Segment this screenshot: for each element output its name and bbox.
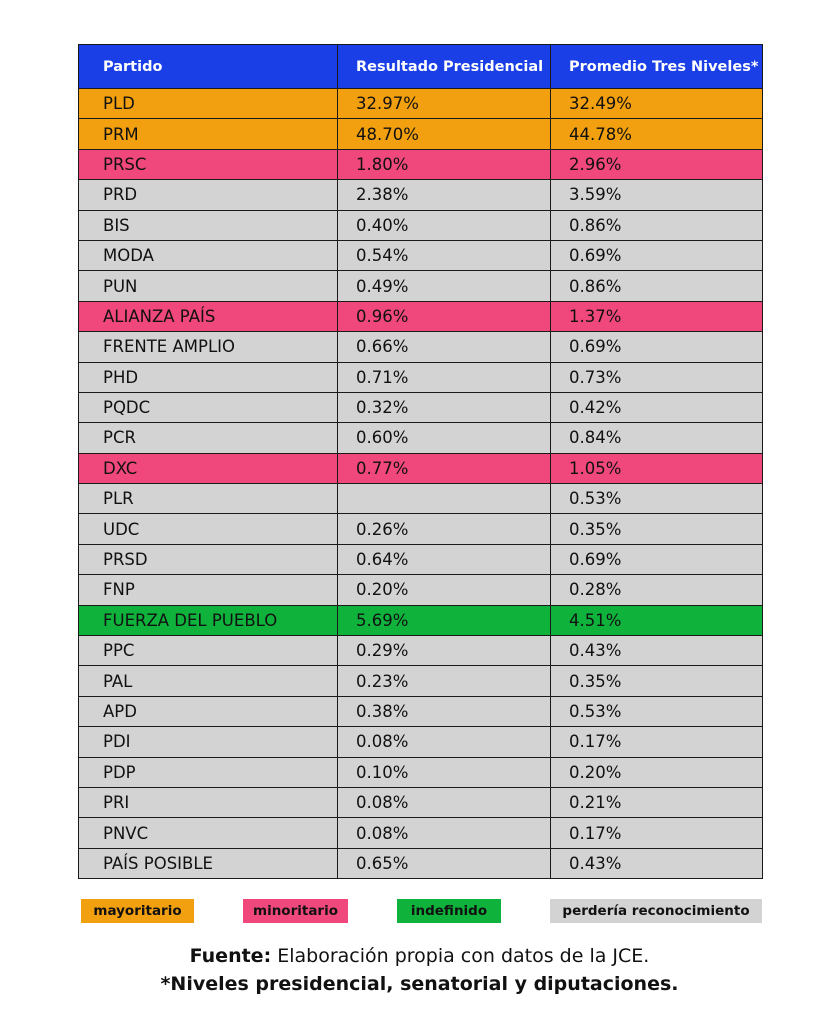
three-levels-cell: 4.51%	[551, 605, 763, 635]
header-partido: Partido	[79, 45, 338, 89]
table-row	[79, 362, 763, 392]
party-cell: PDP	[79, 757, 338, 787]
header-promedio-tres-niveles: Promedio Tres Niveles*	[551, 45, 763, 89]
presidential-cell: 0.96%	[338, 301, 551, 331]
party-cell: PRI	[79, 787, 338, 817]
presidential-cell: 1.80%	[338, 149, 551, 179]
table-row	[79, 210, 763, 240]
legend-perderia-reconocimiento: perdería reconocimiento	[550, 899, 762, 923]
party-cell: PHD	[79, 362, 338, 392]
party-cell: PRSC	[79, 149, 338, 179]
table-row	[79, 818, 763, 848]
three-levels-cell: 0.17%	[551, 818, 763, 848]
three-levels-cell: 0.86%	[551, 271, 763, 301]
table-row	[79, 848, 763, 878]
source-text: Elaboración propia con datos de la JCE.	[271, 945, 650, 967]
three-levels-cell: 0.21%	[551, 787, 763, 817]
presidential-cell: 0.40%	[338, 210, 551, 240]
three-levels-cell: 0.43%	[551, 636, 763, 666]
presidential-cell: 2.38%	[338, 180, 551, 210]
presidential-cell: 0.10%	[338, 757, 551, 787]
party-cell: APD	[79, 696, 338, 726]
party-cell: PCR	[79, 423, 338, 453]
party-cell: PNVC	[79, 818, 338, 848]
presidential-cell	[338, 484, 551, 514]
party-cell: PLD	[79, 89, 338, 119]
presidential-cell: 48.70%	[338, 119, 551, 149]
presidential-cell: 0.20%	[338, 575, 551, 605]
presidential-cell: 32.97%	[338, 89, 551, 119]
table-row	[79, 636, 763, 666]
presidential-cell: 0.26%	[338, 514, 551, 544]
three-levels-cell: 0.20%	[551, 757, 763, 787]
legend-indefinido: indefinido	[397, 899, 501, 923]
presidential-cell: 0.64%	[338, 544, 551, 574]
party-cell: FNP	[79, 575, 338, 605]
three-levels-cell: 0.69%	[551, 332, 763, 362]
party-cell: FUERZA DEL PUEBLO	[79, 605, 338, 635]
three-levels-cell: 1.37%	[551, 301, 763, 331]
table-row	[79, 423, 763, 453]
table-row	[79, 757, 763, 787]
presidential-cell: 0.23%	[338, 666, 551, 696]
presidential-cell: 0.77%	[338, 453, 551, 483]
table-row	[79, 544, 763, 574]
three-levels-cell: 0.53%	[551, 484, 763, 514]
three-levels-cell: 0.28%	[551, 575, 763, 605]
three-levels-cell: 0.86%	[551, 210, 763, 240]
three-levels-cell: 44.78%	[551, 119, 763, 149]
table-row	[79, 301, 763, 331]
table-row	[79, 484, 763, 514]
table-row	[79, 666, 763, 696]
party-cell: UDC	[79, 514, 338, 544]
table-row	[79, 119, 763, 149]
party-cell: PAL	[79, 666, 338, 696]
party-cell: PRM	[79, 119, 338, 149]
table-row	[79, 89, 763, 119]
table-row	[79, 727, 763, 757]
legend-minoritario: minoritario	[243, 899, 348, 923]
header-row	[79, 45, 763, 89]
three-levels-cell: 32.49%	[551, 89, 763, 119]
three-levels-cell: 0.35%	[551, 666, 763, 696]
table-row	[79, 271, 763, 301]
party-cell: FRENTE AMPLIO	[79, 332, 338, 362]
party-cell: BIS	[79, 210, 338, 240]
presidential-cell: 0.65%	[338, 848, 551, 878]
results-table	[78, 44, 763, 879]
presidential-cell: 0.08%	[338, 727, 551, 757]
party-cell: PPC	[79, 636, 338, 666]
table-body	[79, 89, 763, 879]
party-cell: PRSD	[79, 544, 338, 574]
three-levels-cell: 0.53%	[551, 696, 763, 726]
party-cell: DXC	[79, 453, 338, 483]
party-cell: MODA	[79, 240, 338, 270]
three-levels-cell: 0.69%	[551, 240, 763, 270]
three-levels-cell: 0.69%	[551, 544, 763, 574]
footnote: *Niveles presidencial, senatorial y diputaciones.	[160, 973, 679, 995]
table-row	[79, 514, 763, 544]
presidential-cell: 5.69%	[338, 605, 551, 635]
table-row	[79, 149, 763, 179]
three-levels-cell: 0.42%	[551, 392, 763, 422]
party-cell: ALIANZA PAÍS	[79, 301, 338, 331]
table-row	[79, 453, 763, 483]
three-levels-cell: 0.35%	[551, 514, 763, 544]
table-row	[79, 240, 763, 270]
presidential-cell: 0.71%	[338, 362, 551, 392]
table-row	[79, 605, 763, 635]
table-row	[79, 787, 763, 817]
table-row	[79, 696, 763, 726]
presidential-cell: 0.54%	[338, 240, 551, 270]
party-cell: PAÍS POSIBLE	[79, 848, 338, 878]
party-cell: PQDC	[79, 392, 338, 422]
three-levels-cell: 3.59%	[551, 180, 763, 210]
party-cell: PDI	[79, 727, 338, 757]
three-levels-cell: 0.17%	[551, 727, 763, 757]
table-row	[79, 575, 763, 605]
source-caption	[0, 945, 839, 967]
source-label: Fuente:	[189, 945, 272, 967]
table-row	[79, 180, 763, 210]
presidential-cell: 0.38%	[338, 696, 551, 726]
three-levels-cell: 0.43%	[551, 848, 763, 878]
legend-mayoritario: mayoritario	[81, 899, 194, 923]
party-cell: PUN	[79, 271, 338, 301]
presidential-cell: 0.08%	[338, 818, 551, 848]
three-levels-cell: 2.96%	[551, 149, 763, 179]
presidential-cell: 0.49%	[338, 271, 551, 301]
party-cell: PRD	[79, 180, 338, 210]
three-levels-cell: 0.73%	[551, 362, 763, 392]
header-resultado-presidencial: Resultado Presidencial	[338, 45, 551, 89]
three-levels-cell: 1.05%	[551, 453, 763, 483]
presidential-cell: 0.08%	[338, 787, 551, 817]
presidential-cell: 0.32%	[338, 392, 551, 422]
three-levels-cell: 0.84%	[551, 423, 763, 453]
party-cell: PLR	[79, 484, 338, 514]
presidential-cell: 0.60%	[338, 423, 551, 453]
table-row	[79, 392, 763, 422]
table-row	[79, 332, 763, 362]
presidential-cell: 0.66%	[338, 332, 551, 362]
presidential-cell: 0.29%	[338, 636, 551, 666]
